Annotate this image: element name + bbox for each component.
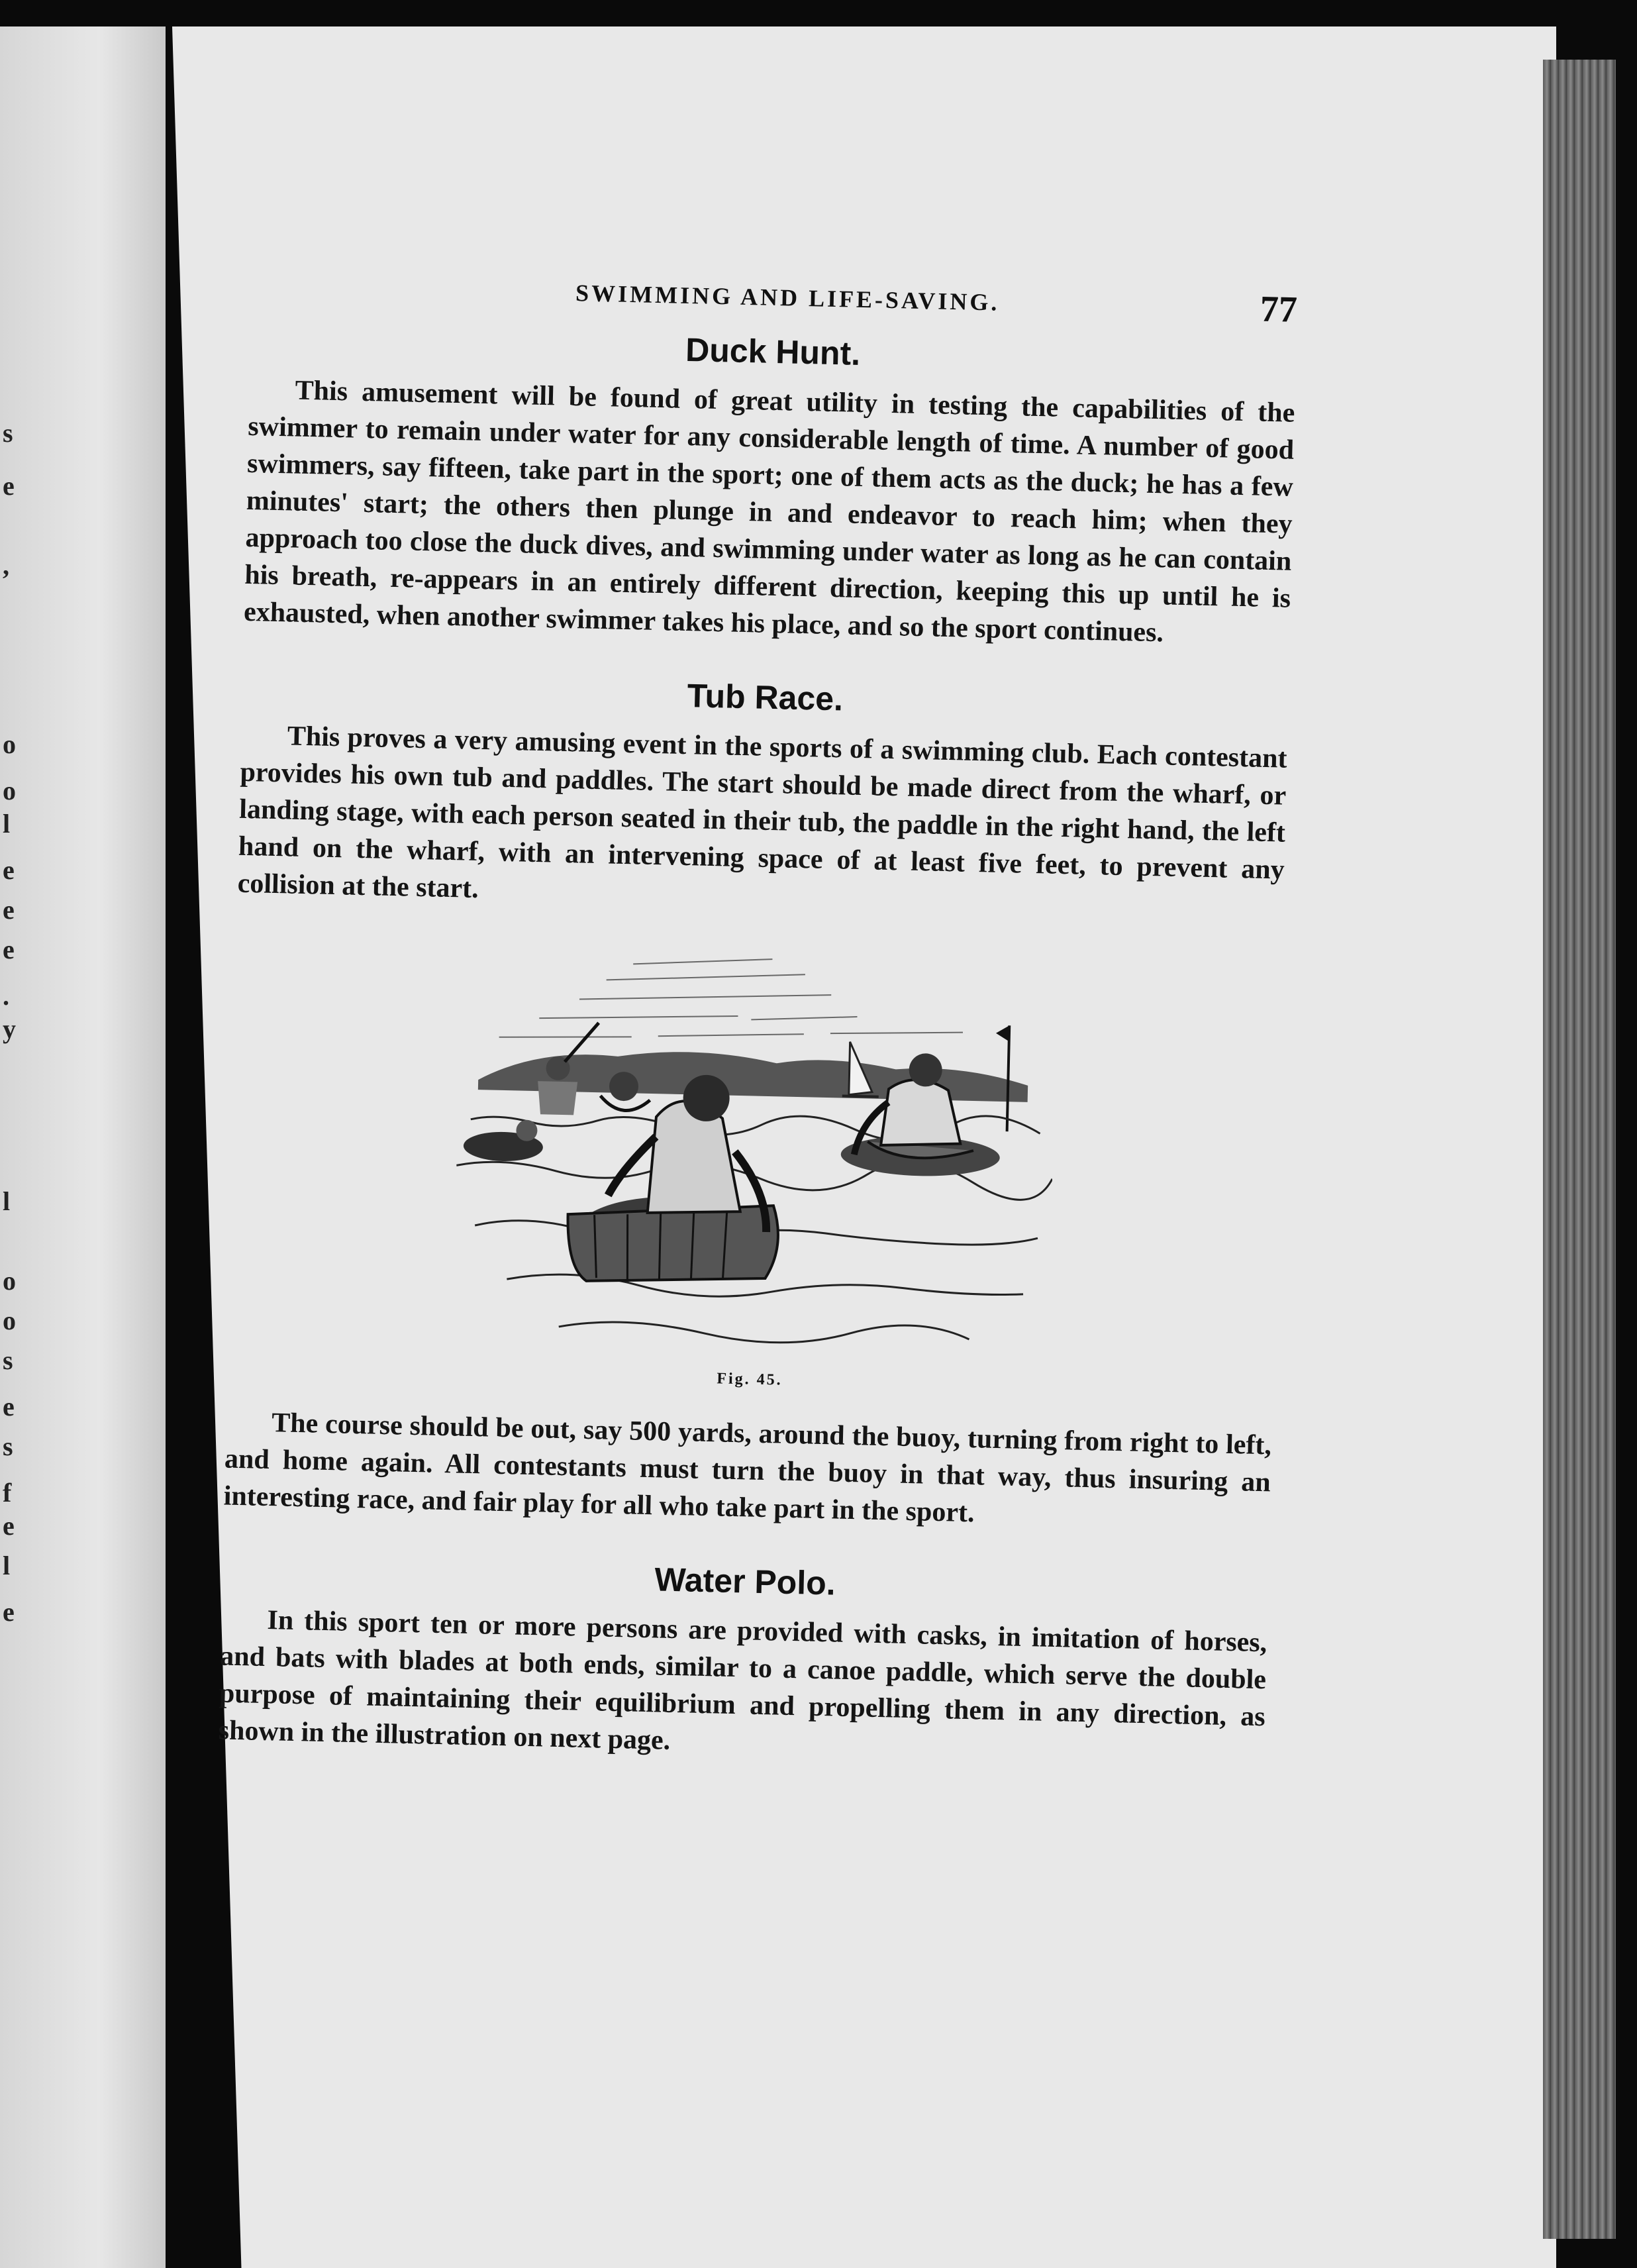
margin-fragment: f <box>3 1478 12 1508</box>
page-number: 77 <box>1260 288 1298 331</box>
paragraph-water-polo: In this sport ten or more persons are provided with casks, in imitation of horses, and bats with blades at both ends, similar to a canoe paddle, which serve the double purpose of maintaining their equilibrium and propelling them in any direction, as shown in the illustration on next page. <box>218 1605 1267 1756</box>
margin-fragment: e <box>3 1597 15 1627</box>
margin-fragment: . <box>3 981 9 1011</box>
margin-fragment: s <box>3 1345 13 1375</box>
margin-fragment: l <box>3 809 11 839</box>
margin-fragment: o <box>3 729 16 759</box>
margin-fragment: o <box>3 1266 16 1296</box>
page-content <box>218 265 1297 1773</box>
paragraph-tub-race-course: The course should be out, say 500 yards, around the buoy, turning from right to left, and home again. All contestants must turn the buoy in that way, thus insuring an interesting race, and fair play for all who take part in the sport. <box>223 1408 1272 1529</box>
left-page-edge <box>0 26 166 2268</box>
margin-fragment: o <box>3 1306 16 1335</box>
margin-fragment: e <box>3 935 15 964</box>
heading-tub-race: Tub Race. <box>687 677 844 718</box>
running-head-title: SWIMMING AND LIFE-SAVING. <box>575 280 1000 316</box>
margin-fragment: e <box>3 855 15 885</box>
margin-fragment: e <box>3 471 15 501</box>
margin-fragment: e <box>3 895 15 925</box>
margin-fragment: y <box>3 1014 16 1044</box>
figure-tub-race-illustration <box>452 947 1058 1370</box>
paragraph-duck-hunt: This amusement will be found of great utility in testing the capabilities of the swimmer to remain under water for any considerable length of time. A number of good swimmers, say fifteen, take part in the sport; one of them acts as the duck; he has a few minutes' start; the others then plunge in and endeavor to reach him; when they approach too close the duck dives, and swimming under water as long as he can contain his breath, re-appears in an entirely different direction, keeping this up until he is exhausted, when another swimmer takes his place, and so the sport continues. <box>243 375 1295 648</box>
margin-fragment: e <box>3 1392 15 1421</box>
margin-fragment: s <box>3 1431 13 1461</box>
heading-duck-hunt: Duck Hunt. <box>685 331 861 372</box>
figure-caption: Fig. 45. <box>717 1370 783 1389</box>
left-margin-fragments <box>0 26 26 2268</box>
paragraph-tub-race: This proves a very amusing event in the sports of a swimming club. Each contestant provides his own tub and paddles. The start should be made direct from the wharf, or landing stage, with each person seated in their tub, the paddle in the right hand, the left hand on the wharf, with an intervening space of at least five feet, to prevent any collision at the start. <box>237 721 1288 905</box>
margin-fragment: l <box>3 1551 11 1580</box>
margin-fragment: l <box>3 1186 11 1216</box>
tub-race-engraving <box>452 947 1058 1370</box>
margin-fragment: o <box>3 776 16 805</box>
margin-fragment: e <box>3 1511 15 1541</box>
page-stack-edge <box>1543 60 1616 2239</box>
margin-fragment: , <box>3 550 9 580</box>
margin-fragment: s <box>3 418 13 448</box>
heading-water-polo: Water Polo. <box>654 1561 836 1602</box>
